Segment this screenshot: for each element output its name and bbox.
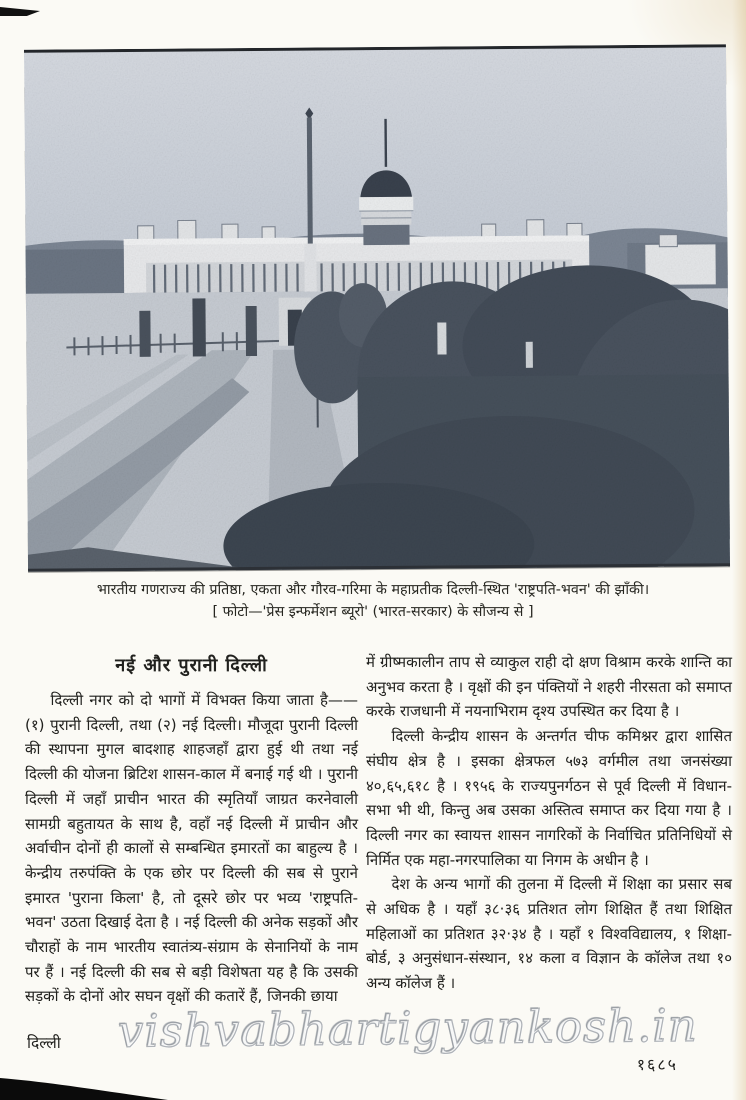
article-left-column bbox=[25, 653, 358, 1009]
article-right-column bbox=[366, 650, 732, 996]
site-watermark: vishvabhartigyankosh.in bbox=[117, 998, 699, 1058]
photo-caption bbox=[12, 579, 734, 623]
right-column-paragraph-3: देश के अन्य भागों की तुलना में दिल्ली में शिक्षा का प्रसार सब से अधिक है । यहाँ ३८·३६ प्रतिशत लोग शिक्षित हैं तथा शिक्षित महिलाओं का प्रतिशत ३२·३४ है । यहाँ १ विश्वविद्यालय, १ शिक्षा-बोर्ड, ३ अनुसंधान-संस्थान, १४ कला व विज्ञान के कॉलेज तथा १० अन्य कॉलेज हैं । bbox=[366, 875, 732, 993]
right-column-paragraph-1: में ग्रीष्मकालीन ताप से व्याकुल राही दो क्षण विश्राम करके शान्ति का अनुभव करता है । वृक्षों की इन पंक्तियों ने शहरी नीरसता को समाप्त करके राजधानी में नयनाभिराम दृश्य उपस्थित कर दिया है । bbox=[366, 653, 732, 721]
left-column-paragraph-1: दिल्ली नगर को दो भागों में विभक्त किया जाता है—— (१) पुरानी दिल्ली, तथा (२) नई दिल्ली। मौजूदा पुरानी दिल्ली की स्थापना मुगल बादशाह शाहजहाँ द्वारा हुई थी तथा नई दिल्ली की योजना ब्रिटिश शासन-काल में बनाई गई थी । पुरानी दिल्ली में जहाँ प्राचीन भारत की स्मृतियाँ जाग्रत करनेवाली सामग्री बहुतायत के साथ है, वहाँ नई दिल्ली में प्राचीन और अर्वाचीन दोनों ही कालों से सम्बन्धित इमारतों का बाहुल्य है । केन्द्रीय तरुपंक्ति के एक छोर पर दिल्ली की सब से पुराने इमारत 'पुराना किला' है, तो दूसरे छोर पर भव्य 'राष्ट्रपति-भवन' उठता दिखाई देता है । नई दिल्ली की अनेक सड़कों और चौराहों के नाम भारतीय स्वातंत्र्य-संग्राम के सेनानियों के नाम पर हैं । नई दिल्ली की सब से बड़ी विशेषता यह है कि उसकी सड़कों के दोनों ओर सघन वृक्षों की कतारें हैं, जिनकी छाया bbox=[25, 691, 358, 1006]
right-column-paragraph-2: दिल्ली केन्द्रीय शासन के अन्तर्गत चीफ कमिश्नर द्वारा शासित संघीय क्षेत्र है । इसका क्षेत्रफल ५७३ वर्गमील तथा जनसंख्या ४०,६५,६१८ है । १९५६ के राज्यपुनर्गठन से पूर्व दिल्ली में विधान-सभा भी थी, किन्तु अब उसका अस्तित्व समाप्त कर दिया गया है । दिल्ली नगर का स्वायत्त शासन नागरिकों के निर्वाचित प्रतिनिधियों से निर्मित एक महा-नगरपालिका या निगम के अधीन है । bbox=[366, 727, 732, 869]
page-edge-tint bbox=[732, 0, 746, 1100]
scan-artifact-bottom-left bbox=[0, 1074, 170, 1100]
photo-grain bbox=[24, 44, 730, 571]
photo-caption-line1: भारतीय गणराज्य की प्रतिष्ठा, एकता और गौरव-गरिमा के महाप्रतीक दिल्ली-स्थित 'राष्ट्रपति-भवन' की झाँकी। bbox=[96, 582, 650, 598]
rashtrapati-bhavan-photo bbox=[24, 44, 730, 571]
footer-running-title: दिल्ली bbox=[27, 1034, 61, 1052]
photo-caption-line2: [ फोटो—'प्रेस इन्फर्मेशन ब्यूरो' (भारत-सरकार) के सौजन्य से ] bbox=[212, 604, 534, 620]
scan-artifact-top-left bbox=[0, 5, 40, 16]
page-number: १६८५ bbox=[636, 1055, 678, 1074]
article-heading: नई और पुरानी दिल्ली bbox=[115, 655, 268, 676]
photo-illustration bbox=[24, 44, 730, 571]
